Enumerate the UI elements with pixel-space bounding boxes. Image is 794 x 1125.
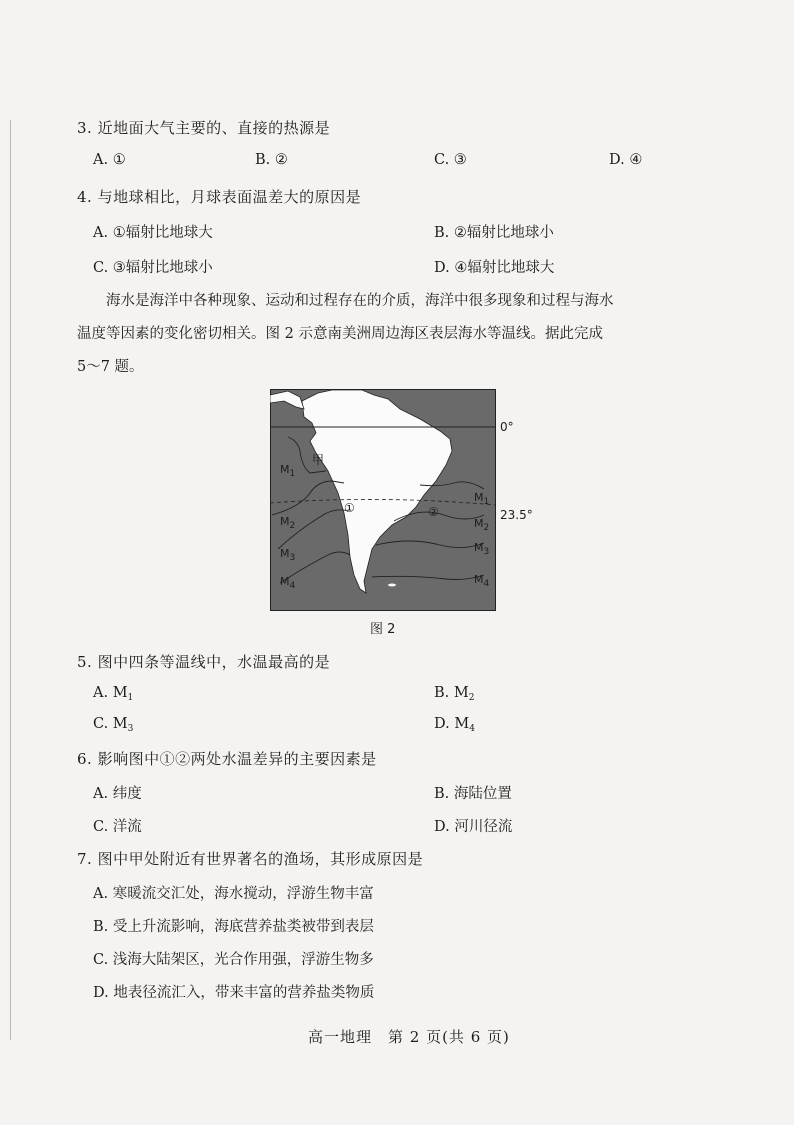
q6-option-b[interactable]: B. 海陆位置	[434, 786, 512, 802]
page-edge	[10, 120, 11, 1040]
question-7: 7. 图中甲处附近有世界著名的渔场，其形成原因是	[77, 850, 424, 868]
q6-option-d[interactable]: D. 河川径流	[434, 819, 513, 835]
q5-option-a[interactable]: A. $M_1$	[93, 685, 134, 703]
q3-option-b[interactable]: B. ②	[255, 152, 288, 168]
q4-option-c[interactable]: C. ③辐射比地球小	[93, 260, 213, 276]
q3-option-d[interactable]: D. ④	[609, 152, 643, 168]
label-m1-east: $M_1$	[474, 491, 490, 507]
q4-option-a[interactable]: A. ①辐射比地球大	[93, 225, 213, 241]
label-m2-east: $M_2$	[474, 517, 490, 533]
q4-option-d[interactable]: D. ④辐射比地球大	[434, 260, 555, 276]
figure-caption: 图 2	[370, 622, 396, 637]
q5-option-c[interactable]: C. $M_3$	[93, 716, 134, 734]
q7-option-a[interactable]: A. 寒暖流交汇处，海水搅动，浮游生物丰富	[93, 886, 374, 902]
q3-option-a[interactable]: A. ①	[93, 152, 126, 168]
q6-option-c[interactable]: C. 洋流	[93, 819, 142, 835]
label-m2-west: $M_2$	[280, 515, 296, 531]
q4-option-b[interactable]: B. ②辐射比地球小	[434, 225, 554, 241]
label-jia: 甲	[312, 453, 325, 467]
question-5: 5. 图中四条等温线中，水温最高的是	[77, 653, 331, 671]
reading-passage	[77, 285, 717, 384]
island	[388, 584, 396, 587]
passage-line-1: 海水是海洋中各种现象、运动和过程存在的介质，海洋中很多现象和过程与海水	[106, 293, 614, 309]
q6-option-a[interactable]: A. 纬度	[93, 786, 142, 802]
label-m3-east: $M_3$	[474, 541, 490, 557]
page-footer: 高一地理 第 2 页(共 6 页)	[308, 1028, 510, 1046]
question-4: 4. 与地球相比，月球表面温差大的原因是	[77, 188, 362, 206]
label-m1-west: $M_1$	[280, 463, 296, 479]
passage-line-3: 5～7 题。	[77, 359, 144, 375]
label-m4-east: $M_4$	[474, 573, 490, 589]
label-point-2: ②	[428, 505, 439, 519]
q5-option-d[interactable]: D. $M_4$	[434, 716, 475, 734]
label-m4-west: $M_4$	[280, 575, 296, 591]
q5-option-b[interactable]: B. $M_2$	[434, 685, 475, 703]
q3-option-c[interactable]: C. ③	[434, 152, 467, 168]
label-point-1: ①	[344, 501, 355, 515]
passage-line-2: 温度等因素的变化密切相关。图 2 示意南美洲周边海区表层海水等温线。据此完成	[77, 326, 603, 342]
figure-2-map	[270, 389, 496, 611]
question-6: 6. 影响图中①②两处水温差异的主要因素是	[77, 750, 377, 768]
q7-option-b[interactable]: B. 受上升流影响，海底营养盐类被带到表层	[93, 919, 374, 935]
label-equator-0: 0°	[500, 420, 514, 434]
q7-option-d[interactable]: D. 地表径流汇入，带来丰富的营养盐类物质	[93, 985, 375, 1001]
label-tropic-23-5: 23.5°	[500, 508, 533, 522]
question-3: 3. 近地面大气主要的、直接的热源是	[77, 119, 331, 137]
label-m3-west: $M_3$	[280, 547, 296, 563]
q7-option-c[interactable]: C. 浅海大陆架区，光合作用强，浮游生物多	[93, 952, 374, 968]
south-america-isotherm-map	[270, 389, 496, 611]
